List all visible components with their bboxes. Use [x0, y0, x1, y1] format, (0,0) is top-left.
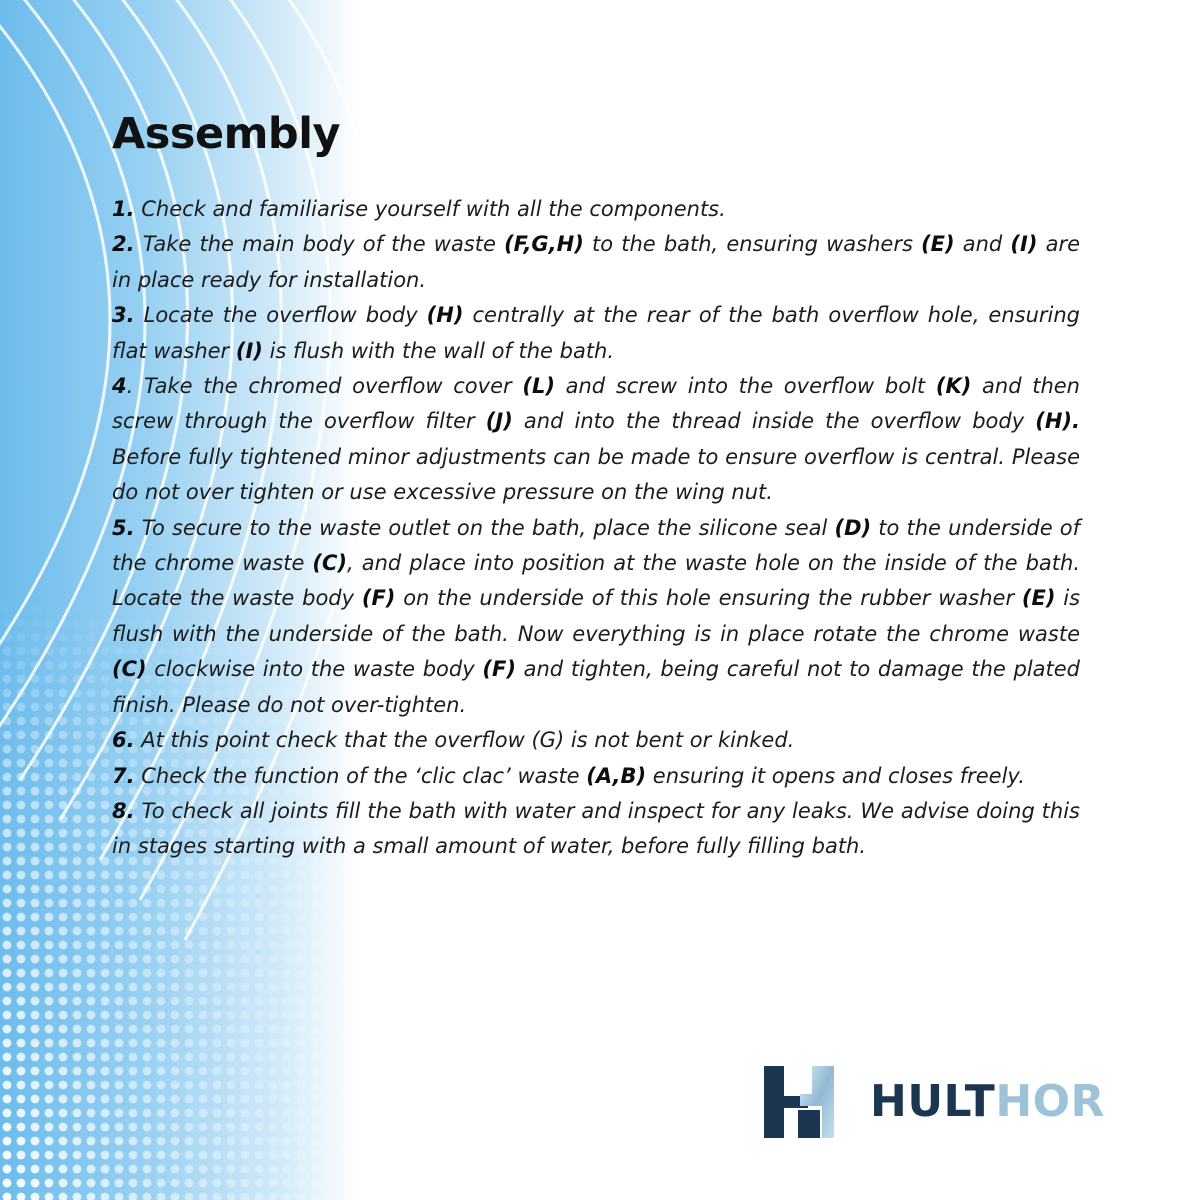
step-text: To secure to the waste outlet on the bath, place the silicone seal — [134, 515, 835, 540]
step-text: are in place ready for installation. — [112, 232, 1081, 292]
assembly-instructions — [112, 108, 1080, 865]
step-item — [112, 369, 1080, 511]
step-item — [112, 794, 1080, 865]
step-text: ensuring it opens and closes freely. — [646, 763, 1025, 788]
component-reference: (J) — [485, 409, 513, 434]
component-reference: (C) — [312, 551, 348, 576]
step-text: is flush with the wall of the bath. — [262, 338, 615, 363]
page-title: Assembly — [112, 109, 340, 159]
step-number: 4 — [112, 374, 127, 399]
step-item — [112, 723, 1080, 758]
step-text: centrally at the rear of the bath overflow hole, ensuring flat washer — [112, 303, 1080, 363]
step-text: and then screw through the overflow filter — [112, 374, 1080, 434]
step-text: Check the function of the ‘clic clac’ waste — [134, 763, 587, 788]
component-reference: (L) — [522, 374, 555, 399]
component-reference: (F) — [482, 657, 516, 682]
step-number: 6. — [112, 728, 135, 753]
step-text: to the bath, ensuring washers — [583, 232, 922, 257]
h-logo-icon — [764, 1066, 860, 1138]
step-item — [112, 511, 1080, 723]
step-number: 2. — [112, 232, 135, 257]
step-item — [112, 298, 1080, 369]
component-reference: (I) — [1010, 232, 1038, 257]
component-reference: (D) — [834, 515, 872, 540]
step-text: is flush with the underside of the bath. Now everything is in place rotate the chrome waste — [112, 586, 1081, 646]
component-reference: (H). — [1035, 409, 1080, 434]
step-item — [112, 192, 1080, 227]
component-reference: (E) — [921, 232, 955, 257]
step-text: Check and familiarise yourself with all the components. — [134, 197, 726, 221]
steps-list — [112, 192, 1080, 865]
step-text: Locate the overflow body — [134, 303, 427, 328]
step-number: 3. — [112, 303, 135, 328]
step-text: Take the main body of the waste — [134, 232, 505, 257]
step-text: Before fully tightened minor adjustments can be made to ensure overflow is central. Please do not over tighten or use excessive pressure on the wing nut. — [112, 444, 1080, 505]
component-reference: (K) — [935, 374, 972, 399]
step-number: 7. — [112, 763, 135, 788]
step-text: clockwise into the waste body — [146, 657, 483, 682]
step-text: and screw into the overflow bolt — [554, 374, 936, 399]
step-text: . Take the chromed overflow cover — [126, 374, 523, 399]
step-text: and into the thread inside the overflow body — [512, 409, 1036, 434]
brand-logo — [764, 1066, 1105, 1138]
step-item — [112, 759, 1080, 794]
component-reference: (E) — [1021, 586, 1056, 611]
step-item — [112, 227, 1080, 298]
step-text: To check all joints fill the bath with water and inspect for any leaks. We advise doing this in stages starting with a small amount of water, before fully filling bath. — [112, 798, 1080, 859]
component-reference: (H) — [426, 303, 464, 328]
step-text: , and place into position at the waste hole on the inside of the bath. Locate the waste body — [112, 551, 1081, 611]
brand-wordmark-part1: HULT — [870, 1076, 996, 1127]
step-number: 8. — [112, 798, 135, 823]
step-text: At this point check that the overflow (G) is not bent or kinked. — [134, 728, 795, 753]
brand-wordmark-part2: HOR — [995, 1076, 1105, 1127]
component-reference: (C) — [112, 657, 147, 682]
component-reference: (A,B) — [586, 763, 647, 788]
step-text: on the underside of this hole ensuring the rubber washer — [395, 586, 1022, 611]
step-text: and tighten, being careful not to damage the plated finish. Please do not over-tighten. — [112, 657, 1081, 717]
component-reference: (F) — [361, 586, 396, 611]
step-number: 1. — [112, 197, 135, 221]
brand-wordmark — [870, 1066, 1105, 1138]
step-text: and — [954, 232, 1011, 257]
component-reference: (F,G,H) — [504, 232, 584, 257]
step-number: 5. — [112, 515, 135, 540]
component-reference: (I) — [235, 338, 263, 363]
step-text: to the underside of the chrome waste — [112, 515, 1080, 576]
